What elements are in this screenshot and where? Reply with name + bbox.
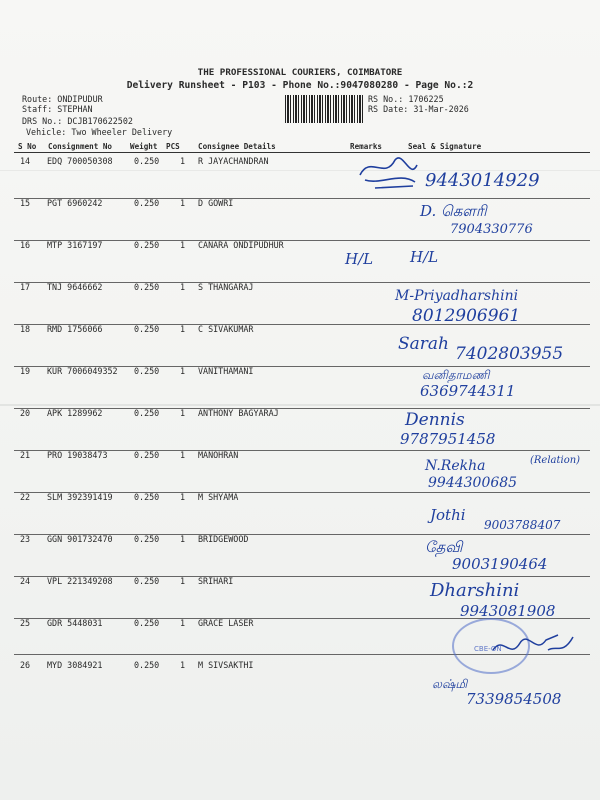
consignee: GRACE LASER [198,618,254,628]
handwritten-phone: 8012906961 [412,306,521,326]
consignee: MANOHRAN [198,450,239,460]
handwritten-phone: 7339854508 [466,690,562,708]
vehicle: Vehicle: Two Wheeler Delivery [26,127,173,137]
handwritten-phone: 7904330776 [450,222,533,237]
col-weight: Weight [130,142,158,151]
consignment-no: PGT 6960242 [47,198,103,208]
weight: 0.250 [134,366,160,376]
handwritten-phone: 7402803955 [455,344,564,364]
runsheet-title: Delivery Runsheet - P103 - Phone No.:9047080280 - Page No.:2 [126,80,474,91]
consignment-no: MTP 3167197 [47,240,103,250]
col-pcs: PCS [166,142,180,151]
pcs: 1 [180,324,186,334]
handwritten-remark: H/L [345,250,374,268]
table-row [0,408,600,450]
weight: 0.250 [134,408,160,418]
signature-scribble [355,150,425,195]
staff: Staff: STEPHAN [22,104,93,114]
sno: 16 [20,240,31,250]
sno: 15 [20,198,31,208]
consignee: R JAYACHANDRAN [198,156,269,166]
consignee: D GOWRI [198,198,234,208]
consignment-no: TNJ 9646662 [47,282,103,292]
col-sno: S No [18,142,37,151]
sno: 17 [20,282,31,292]
consignment-no: KUR 7006049352 [47,366,118,376]
consignee: BRIDGEWOOD [198,534,249,544]
handwritten-phone: 6369744311 [420,382,516,400]
consignee: M SHYAMA [198,492,239,502]
barcode [285,95,365,123]
consignee: C SIVAKUMAR [198,324,254,334]
handwritten-phone: 9443014929 [425,170,540,191]
weight: 0.250 [134,324,160,334]
consignment-no: SLM 392391419 [47,492,113,502]
sno: 20 [20,408,31,418]
sno: 19 [20,366,31,376]
pcs: 1 [180,240,186,250]
weight: 0.250 [134,660,160,670]
pcs: 1 [180,492,186,502]
sno: 22 [20,492,31,502]
handwritten-name: Dennis [405,410,465,430]
handwritten-name: N.Rekha [425,458,486,474]
pcs: 1 [180,534,186,544]
weight: 0.250 [134,282,160,292]
pcs: 1 [180,576,186,586]
consignee: SRIHARI [198,576,234,586]
handwritten-name: தேவி [425,538,463,556]
pcs: 1 [180,156,186,166]
consignment-no: PRO 19038473 [47,450,108,460]
rs-date: RS Date: 31-Mar-2026 [368,104,469,114]
consignee: ANTHONY BAGYARAJ [198,408,279,418]
sno: 26 [20,660,31,670]
pcs: 1 [180,450,186,460]
route: Route: ONDIPUDUR [22,94,103,104]
pcs: 1 [180,660,186,670]
weight: 0.250 [134,156,160,166]
sno: 14 [20,156,31,166]
weight: 0.250 [134,534,160,544]
pcs: 1 [180,618,186,628]
handwritten-phone: 9787951458 [400,430,496,448]
handwritten-name: Jothi [430,506,466,524]
consignment-no: MYD 3084921 [47,660,103,670]
header-rule [14,152,590,153]
consignment-no: APK 1289962 [47,408,103,418]
pcs: 1 [180,366,186,376]
handwritten-name: D. கௌரி [420,202,487,220]
sno: 18 [20,324,31,334]
consignee: CANARA ONDIPUDHUR [198,240,284,250]
col-consignment: Consignment No [48,142,113,151]
consignee: VANITHAMANI [198,366,254,376]
company-name: THE PROFESSIONAL COURIERS, COIMBATORE [197,67,403,78]
stamp-signature-scribble [488,625,578,665]
weight: 0.250 [134,450,160,460]
col-seal-signature: Seal & Signature [408,142,482,151]
table-row [0,240,600,282]
drs-number: DRS No.: DCJB170622502 [22,116,133,126]
handwritten-name: M-Priyadharshini [395,288,519,304]
col-remarks: Remarks [350,142,383,151]
weight: 0.250 [134,492,160,502]
handwritten-name: லஷ்மி [432,677,468,691]
handwritten-phone: 9003190464 [452,555,548,573]
handwritten-name: வனிதாமணி [422,368,490,382]
weight: 0.250 [134,240,160,250]
consignment-no: EDQ 700050308 [47,156,113,166]
weight: 0.250 [134,198,160,208]
col-consignee: Consignee Details [198,142,276,151]
handwritten-name: Sarah [398,334,449,354]
sno: 21 [20,450,31,460]
consignee: S THANGARAJ [198,282,254,292]
pcs: 1 [180,198,186,208]
consignment-no: GGN 901732470 [47,534,113,544]
handwritten-name: Dharshini [430,580,520,601]
handwritten-signature: H/L [410,248,439,266]
pcs: 1 [180,408,186,418]
weight: 0.250 [134,576,160,586]
stamp-text: CBE-ON [474,645,502,653]
handwritten-phone: 9944300685 [428,475,518,491]
weight: 0.250 [134,618,160,628]
consignment-no: GDR 5448031 [47,618,103,628]
sno: 24 [20,576,31,586]
rs-number: RS No.: 1706225 [368,94,444,104]
handwritten-phone: 9943081908 [460,602,556,620]
consignment-no: VPL 221349208 [47,576,113,586]
consignee: M SIVSAKTHI [198,660,254,670]
consignment-no: RMD 1756066 [47,324,103,334]
pcs: 1 [180,282,186,292]
handwritten-phone: 9003788407 [484,518,561,532]
sno: 23 [20,534,31,544]
sno: 25 [20,618,31,628]
handwritten-note: (Relation) [530,455,581,466]
